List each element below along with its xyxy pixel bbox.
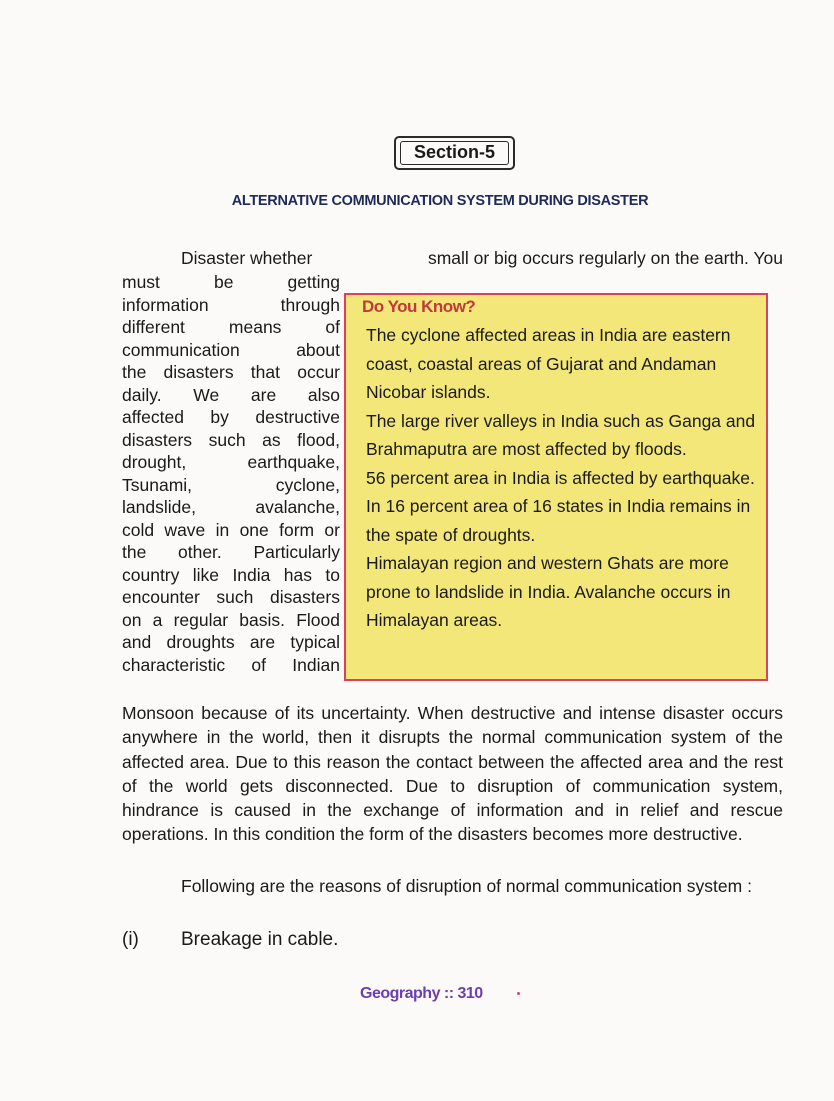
do-you-know-body: [366, 321, 762, 635]
left-column-text: [122, 271, 340, 676]
left-line: affected by destructive: [122, 407, 340, 427]
left-line: country like India has to: [122, 564, 340, 585]
fact-paragraph: In 16 percent area of 16 states in India remains in the spate of droughts.: [366, 496, 751, 545]
section-label: Section-5: [400, 141, 509, 165]
opening-line-part-2: small or big occurs regularly on the earth. You: [427, 248, 783, 268]
left-line: must be getting: [122, 272, 340, 292]
left-line: landslide, avalanche,: [122, 497, 340, 517]
left-line: daily. We are also: [122, 384, 340, 405]
left-line: cold wave in one form or: [122, 519, 340, 540]
left-line: characteristic of Indian: [122, 654, 340, 675]
opening-line-part-1: Disaster whether: [181, 248, 313, 268]
opening-line: [181, 247, 783, 269]
left-line: drought, earthquake,: [122, 452, 340, 472]
left-line: and droughts are typical: [122, 632, 340, 652]
point-text: Breakage in cable.: [181, 929, 339, 950]
fact-paragraph: The cyclone affected areas in India are eastern coast, coastal areas of Gujarat and Andaman Nicobar islands.: [366, 325, 731, 402]
left-line: the disasters that occur: [122, 362, 340, 382]
reasons-intro: Following are the reasons of disruption of normal communication system :: [181, 876, 752, 896]
footer-dot: [517, 992, 520, 995]
point-number: (i): [122, 929, 139, 950]
do-you-know-title: Do You Know?: [362, 297, 476, 316]
left-line: different means of: [122, 317, 340, 337]
page-footer: Geography :: 310: [360, 985, 483, 1002]
section-label-box: [394, 136, 515, 170]
section-title: ALTERNATIVE COMMUNICATION SYSTEM DURING DISASTER: [231, 193, 649, 209]
fact-paragraph: The large river valleys in India such as Ganga and Brahmaputra are most affected by floods.: [366, 410, 756, 459]
left-line: information through: [122, 294, 340, 315]
left-line: communication about: [122, 339, 340, 360]
fact-paragraph: 56 percent area in India is affected by earthquake.: [366, 467, 755, 488]
left-line: Tsunami, cyclone,: [122, 474, 340, 495]
left-line: disasters such as flood,: [122, 429, 340, 450]
do-you-know-box: [344, 293, 768, 681]
reason-point: [122, 929, 338, 951]
left-line: the other. Particularly: [122, 542, 340, 562]
fact-paragraph: Himalayan region and western Ghats are more prone to landslide in India. Avalanche occurs in Himalayan areas.: [366, 553, 731, 630]
body-paragraph: Monsoon because of its uncertainty. When destructive and intense disaster occurs anywhere in the world, then it disrupts the normal communication system of the affected area. Due to this reason the contact between the affected area and the rest of the world gets disconnected. Due to disruption of communication system, hindrance is caused in the exchange of information and in relief and rescue operations. In this condition the form of the disasters becomes more destructive.: [122, 703, 783, 845]
left-line: encounter such disasters: [122, 587, 340, 607]
left-line: on a regular basis. Flood: [122, 609, 340, 630]
